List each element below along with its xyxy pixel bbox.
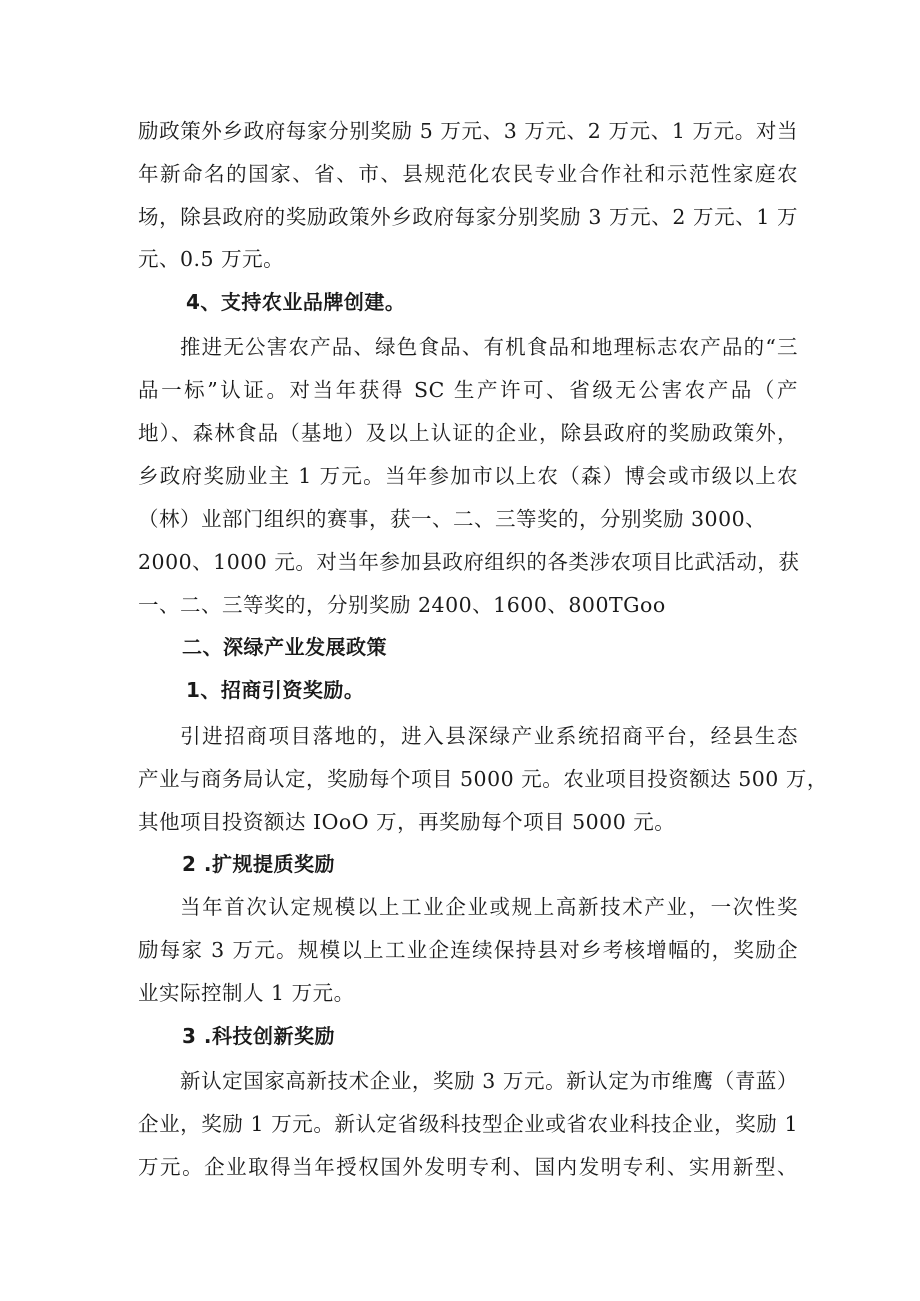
paragraph-line: 引进招商项目落地的，进入县深绿产业系统招商平台，经县生态 xyxy=(180,724,798,748)
paragraph-line: 业实际控制人 1 万元。 xyxy=(138,981,355,1005)
paragraph-line: 当年首次认定规模以上工业企业或规上高新技术产业，一次性奖 xyxy=(180,895,798,919)
paragraph-line: 一、二、三等奖的，分别奖励 2400、1600、800TGoo xyxy=(138,593,666,617)
paragraph-line: 万元。企业取得当年授权国外发明专利、国内发明专利、实用新型、 xyxy=(138,1155,798,1179)
paragraph-line: 励每家 3 万元。规模以上工业企连续保持县对乡考核增幅的，奖励企 xyxy=(138,938,798,962)
paragraph-line: 产业与商务局认定，奖励每个项目 5000 元。农业项目投资额达 500 万， xyxy=(138,767,828,791)
section-heading: 3 .科技创新奖励 xyxy=(182,1024,335,1048)
paragraph-line: 推进无公害农产品、绿色食品、有机食品和地理标志农产品的“三 xyxy=(180,335,798,359)
paragraph-line: 新认定国家高新技术企业，奖励 3 万元。新认定为市维鹰（青蓝） xyxy=(180,1069,798,1093)
paragraph-line: 场，除县政府的奖励政策外乡政府每家分别奖励 3 万元、2 万元、1 万 xyxy=(138,205,798,229)
section-heading: 4、支持农业品牌创建。 xyxy=(186,290,406,314)
paragraph-line: 乡政府奖励业主 1 万元。当年参加市以上农（森）博会或市级以上农 xyxy=(138,464,798,488)
paragraph-line: 元、0.5 万元。 xyxy=(138,247,285,271)
paragraph-line: 年新命名的国家、省、市、县规范化农民专业合作社和示范性家庭农 xyxy=(138,162,798,186)
paragraph-line: 励政策外乡政府每家分别奖励 5 万元、3 万元、2 万元、1 万元。对当 xyxy=(138,119,798,143)
paragraph-line: 其他项目投资额达 IOoO 万，再奖励每个项目 5000 元。 xyxy=(138,810,676,834)
paragraph-line: 2000、1000 元。对当年参加县政府组织的各类涉农项目比武活动，获 xyxy=(138,550,800,574)
section-heading: 1、招商引资奖励。 xyxy=(186,678,365,702)
paragraph-line: （林）业部门组织的赛事，获一、二、三等奖的，分别奖励 3000、 xyxy=(138,507,767,531)
section-heading: 2 .扩规提质奖励 xyxy=(182,852,335,876)
paragraph-line: 企业，奖励 1 万元。新认定省级科技型企业或省农业科技企业，奖励 1 xyxy=(138,1112,798,1136)
paragraph-line: 品一标”认证。对当年获得 SC 生产许可、省级无公害农产品（产 xyxy=(138,378,798,402)
paragraph-line: 地）、森林食品（基地）及以上认证的企业，除县政府的奖励政策外， xyxy=(138,421,798,445)
section-title: 二、深绿产业发展政策 xyxy=(182,635,387,659)
